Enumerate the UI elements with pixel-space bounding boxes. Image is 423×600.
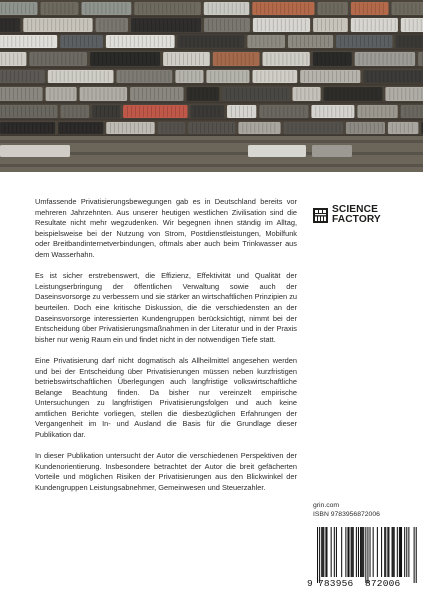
barcode-bar xyxy=(325,527,326,577)
barcode-bar xyxy=(397,527,398,577)
cover-photo xyxy=(0,0,423,172)
barcode-bar xyxy=(377,527,378,577)
barcode-digits-group2: 872006 xyxy=(365,578,401,589)
blurb-paragraph-2: Es ist sicher erstrebenswert, die Effizienz, Effektivität und Qualität der Leistungserbringung der öffentlichen Verwaltung sowie auch der Daseinsvorsorge zu verbessern und sie stärker an wirtschaftlichen Prinzipien zu beurteilen. Doch eine kritische Diskussion, die die verschiedensten an der Daseinsvorsorge interessierten Kundengruppen berücksichtigt, nimmt bei der Entscheidung über Privatisierungsmaßnahmen in der Literatur und in der Praxis bisher nur wenig Raum ein und findet nicht in der notwendigen Tiefe statt. xyxy=(35,271,297,344)
barcode-bar xyxy=(385,527,386,577)
barcode-bar xyxy=(356,527,357,577)
barcode-bar xyxy=(336,527,337,577)
publisher-website: grin.com xyxy=(313,502,340,509)
barcode-bar xyxy=(341,527,342,577)
barcode-bar xyxy=(406,527,407,577)
barcode-bar xyxy=(347,527,348,577)
barcode-bar xyxy=(362,527,363,577)
barcode-bar xyxy=(381,527,382,577)
barcode-bar xyxy=(349,527,350,577)
barcode-bar xyxy=(392,527,393,577)
barcode-bar xyxy=(358,527,359,577)
barcode-bar xyxy=(352,527,353,577)
barcode-bar xyxy=(370,527,371,577)
barcode-bar xyxy=(363,527,364,577)
barcode-bar xyxy=(353,527,354,577)
barcode-bar xyxy=(317,527,318,583)
barcode-bar xyxy=(321,527,322,577)
barcode-bar xyxy=(414,527,415,583)
barcode-bar xyxy=(351,527,352,577)
imprint xyxy=(313,502,413,519)
barcode-bar xyxy=(394,527,395,577)
barcode-bar xyxy=(331,527,332,577)
barcode-bar xyxy=(384,527,385,577)
freight-train-aerial-photo xyxy=(0,0,423,172)
barcode-digits-group1: 783956 xyxy=(318,578,354,589)
barcode-digit-first: 9 xyxy=(307,578,313,589)
blurb-paragraph-1: Umfassende Privatisierungsbewegungen gab es in Deutschland bereits vor mehreren Jahrzehnten. Aus unserer heutigen westlichen Zivilisation sind die Resultate nicht mehr wegzudenken. Wir begegnen ihnen ständig im Alltag, beispielsweise bei der Nutzung von Strom, Postdienstleistungen, Mobilfunk oder Breitbandinternetverbindungen, oftmals aber auch beim Trinkwasser aus dem Wasserhahn. xyxy=(35,197,297,259)
barcode-bar xyxy=(404,527,405,577)
barcode-bar xyxy=(367,527,368,583)
barcode-bar xyxy=(416,527,417,583)
publisher-name-line1: SCIENCE xyxy=(332,203,378,215)
barcode-bar xyxy=(322,527,323,577)
publisher-logo xyxy=(313,202,393,228)
isbn-label: ISBN 9783956872006 xyxy=(313,510,380,518)
blurb-text xyxy=(35,197,297,504)
blurb-paragraph-4: In dieser Publikation untersucht der Autor die verschiedenen Perspektiven der Kundenorientierung. Insbesondere betrachtet der Autor die breit gefächerten Vorteile und möglichen Risiken der Privatisierungen aus den Blickwinkel der Kundengruppen Leistungsabnehmer, Gemeinwesen und Steuerzahler. xyxy=(35,451,297,493)
barcode-bar xyxy=(334,527,335,577)
barcode-bar xyxy=(401,527,402,577)
barcode-bar xyxy=(373,527,374,577)
barcode-bar xyxy=(387,527,388,577)
barcode-bar xyxy=(365,527,366,583)
barcode-bar xyxy=(393,527,394,577)
barcode-bar xyxy=(319,527,320,583)
barcode-bar xyxy=(326,527,327,577)
barcode-bar xyxy=(408,527,409,577)
barcode-bar xyxy=(400,527,401,577)
barcode-bar xyxy=(360,527,361,577)
science-factory-logo-icon xyxy=(313,208,328,223)
barcode-bar xyxy=(388,527,389,577)
barcode-bar xyxy=(323,527,324,577)
publisher-name xyxy=(332,205,381,226)
barcode-bar xyxy=(361,527,362,577)
barcode-bar xyxy=(399,527,400,577)
barcode-bar xyxy=(345,527,346,577)
blurb-paragraph-3: Eine Privatisierung darf nicht dogmatisch als Allheilmittel angesehen werden und bei der Entscheidung über Privatisierungen müssen neben kurzfristigen betriebswirtschaftlichen Überlegungen auch langfristige volkswirtschaftliche Belange Beachtung finden. Da bisher nur vereinzelt empirische Untersuchungen zu langfristigen Privatisierungsfolgen und auch keine amtlichen Berichte vorliegen, stellen die diesbezüglichen Erfahrungen der Vergangenheit im In- und Ausland die Basis für die Grundlage dieser Publikation dar. xyxy=(35,355,297,440)
publisher-name-line2: FACTORY xyxy=(332,214,381,225)
